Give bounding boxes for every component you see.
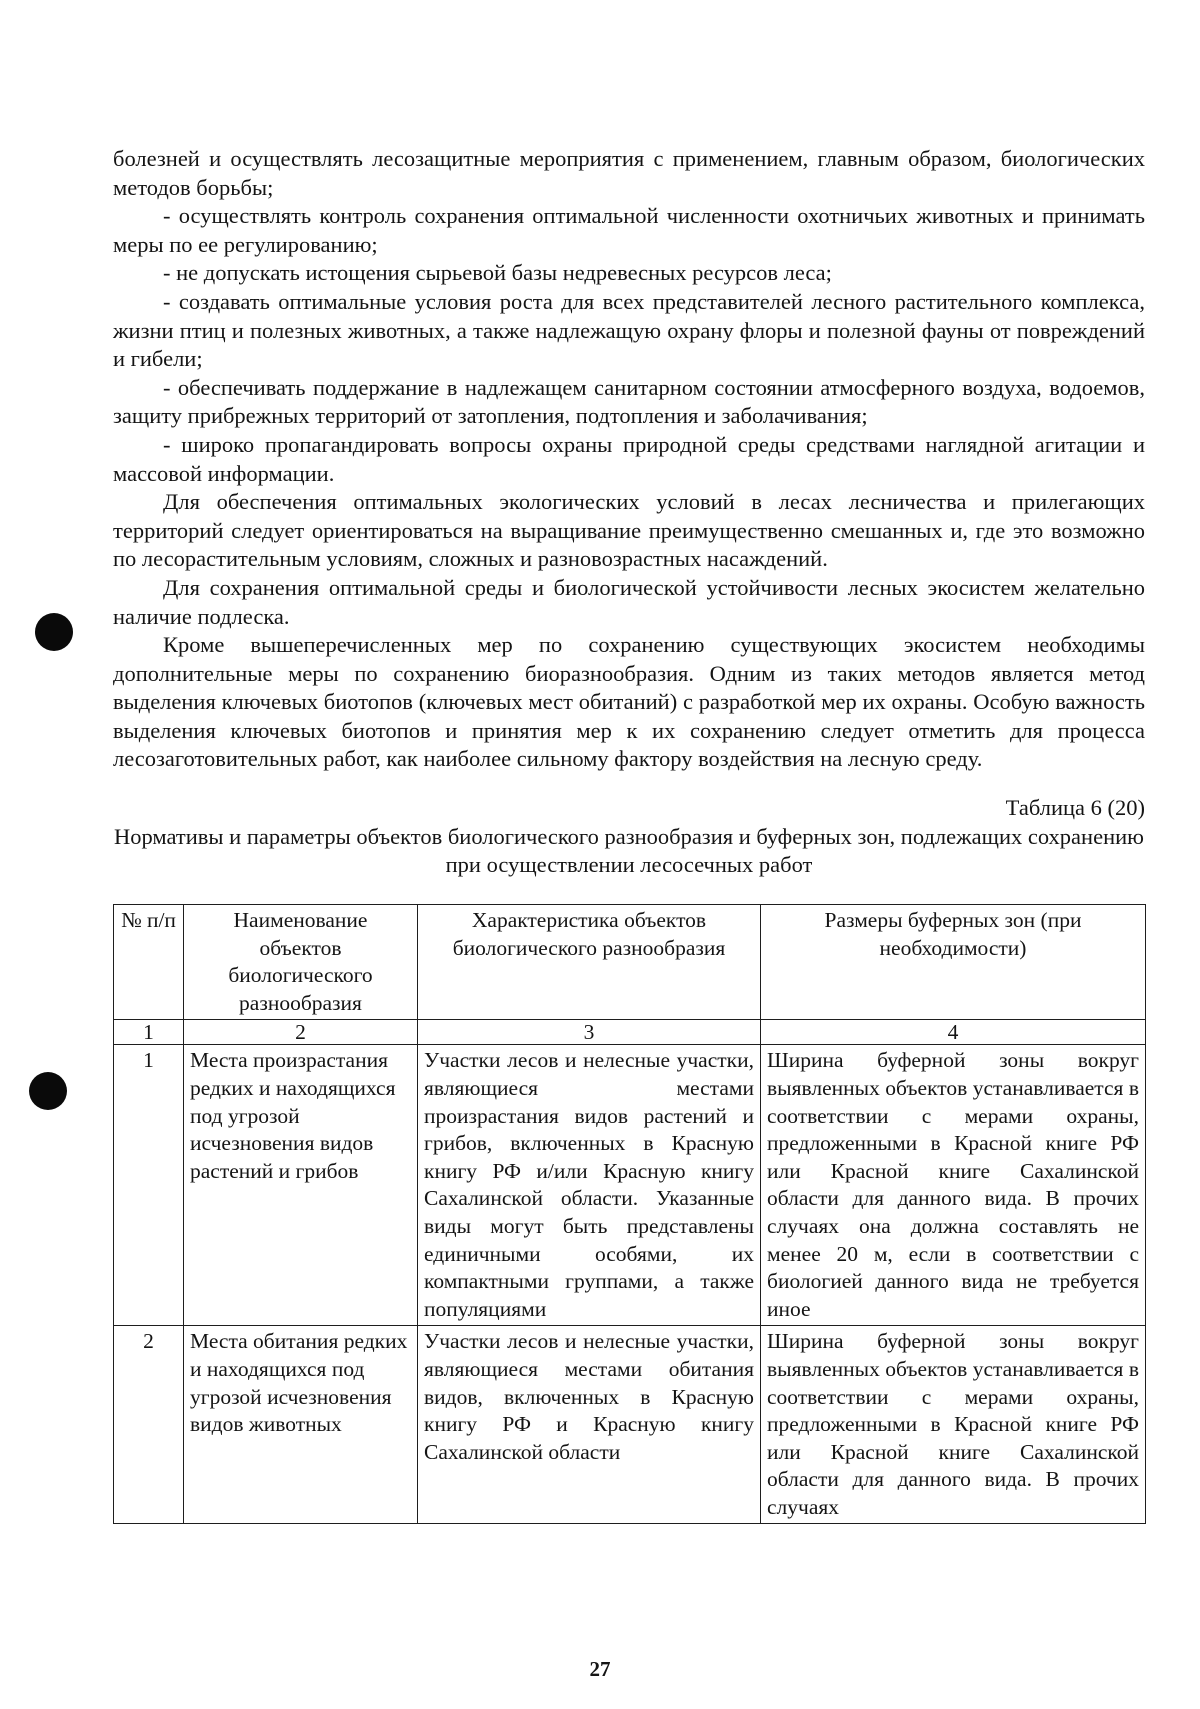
column-number: 1 [114, 1020, 184, 1045]
list-item-non-timber-resources: - не допускать истощения сырьевой базы недревесных ресурсов леса; [163, 260, 832, 286]
paragraph-undergrowth: Для сохранения оптимальной среды и биологической устойчивости лесных экосистем желательно наличие подлеска. [113, 574, 1145, 629]
table-number: Таблица 6 (20) [1005, 795, 1145, 820]
paragraph-ecological-conditions: Для обеспечения оптимальных экологических условий в лесах лесничества и прилегающих территорий следует ориентироваться на выращивание преимущественно смешанных и, где это возможно по лесорастительным условиям, сложных и разновозрастных насаждений. [113, 489, 1145, 572]
buffer-zone-size: Ширина буферной зоны вокруг выявленных объектов устанавливается в соответствии с мерами охраны, предложенными в Красной книге РФ или Красной книге Сахалинской области для данного вида. В прочих случаях [761, 1326, 1146, 1524]
header-characteristic: Характеристика объектов биологического разнообразия [418, 905, 761, 1020]
body-text [113, 145, 1145, 774]
table-header-row [114, 905, 1146, 1020]
column-number: 4 [761, 1020, 1146, 1045]
header-num: № п/п [114, 905, 184, 1020]
table-row [114, 1045, 1146, 1326]
list-item-growth-conditions: - создавать оптимальные условия роста для всех представителей лесного растительного комплекса, жизни птиц и полезных животных, а также надлежащую охрану флоры и полезной фауны от повреждений и гибели; [113, 288, 1145, 372]
paragraph-key-biotopes: Кроме вышеперечисленных мер по сохранению существующих экосистем необходимы дополнительные меры по сохранению биоразнообразия. Одним из таких методов является метод выделения ключевых биотопов (ключевых мест обитаний) с разработкой мер их охраны. Особую важность выделения ключевых биотопов и принятия мер к их сохранению следует отметить для процесса лесозаготовительных работ, как наиболее сильному фактору воздействия на лесную среду. [113, 632, 1145, 772]
row-number: 2 [114, 1326, 184, 1524]
table-title: Нормативы и параметры объектов биологического разнообразия и буферных зон, подлежащих сохранению при осуществлении лесосечных работ [114, 824, 1144, 877]
punch-hole-mark [35, 613, 73, 651]
column-number: 2 [184, 1020, 418, 1045]
object-name: Места произрастания редких и находящихся под угрозой исчезновения видов растений и грибов [184, 1045, 418, 1326]
page-number: 27 [589, 1657, 611, 1681]
object-characteristic: Участки лесов и нелесные участки, являющиеся местами произрастания видов растений и грибов, включенных в Красную книгу РФ и/или Красную книгу Сахалинской области. Указанные виды могут быть представлены единичными особями, их компактными группами, а также популяциями [418, 1045, 761, 1326]
table-row [114, 1326, 1146, 1524]
list-item-sanitary-state: - обеспечивать поддержание в надлежащем санитарном состоянии атмосферного воздуха, водоемов, защиту прибрежных территорий от затопления, подтопления и заболачивания; [113, 374, 1145, 429]
row-number: 1 [114, 1045, 184, 1326]
object-name: Места обитания редких и находящихся под угрозой исчезновения видов животных [184, 1326, 418, 1524]
header-name: Наименование объектов биологического разнообразия [184, 905, 418, 1020]
header-buffer: Размеры буферных зон (при необходимости) [761, 905, 1146, 1020]
list-item-hunting-animals: - осуществлять контроль сохранения оптимальной численности охотничьих животных и принимать меры по ее регулированию; [113, 203, 1145, 257]
buffer-zone-size: Ширина буферной зоны вокруг выявленных объектов устанавливается в соответствии с мерами охраны, предложенными в Красной книге РФ или Красной книге Сахалинской области для данного вида. В прочих случаях она должна составлять не менее 20 м, если в соответствии с биологией данного вида не требуется иное [761, 1045, 1146, 1326]
list-item-propaganda: - широко пропагандировать вопросы охраны природной среды средствами наглядной агитации и массовой информации. [113, 431, 1145, 486]
punch-hole-mark [29, 1072, 67, 1110]
column-number: 3 [418, 1020, 761, 1045]
paragraph-continuation: болезней и осуществлять лесозащитные мероприятия с применением, главным образом, биологических методов борьбы; [113, 146, 1145, 200]
column-number-row [114, 1020, 1146, 1045]
object-characteristic: Участки лесов и нелесные участки, являющиеся местами обитания видов, включенных в Красную книгу РФ и Красную книгу Сахалинской области [418, 1326, 761, 1524]
biodiversity-norms-table [113, 904, 1146, 1524]
